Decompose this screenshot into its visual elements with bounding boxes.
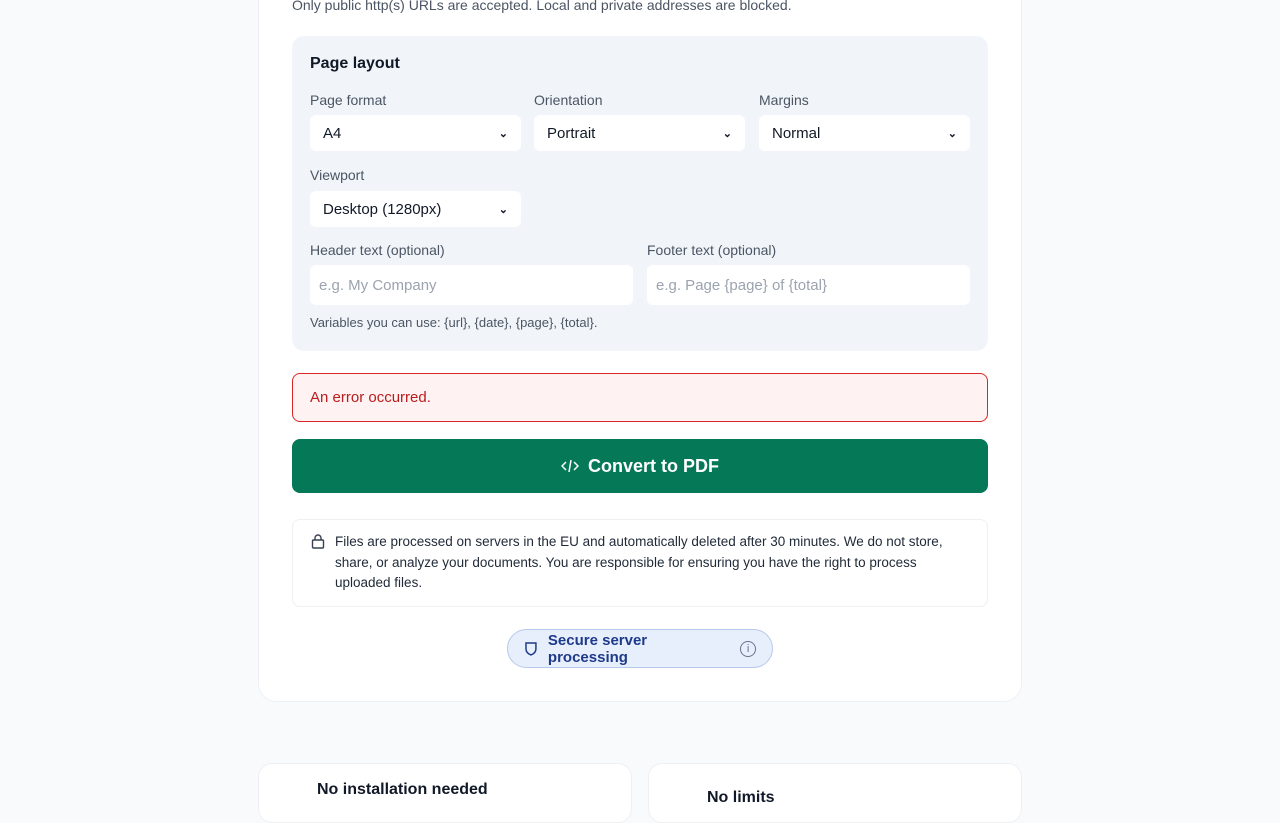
chevron-down-icon: ⌄ [722,127,732,140]
page-layout-section [292,36,988,351]
feature-card [648,763,1022,823]
selected-value: Normal [772,124,821,142]
selected-value: Portrait [547,124,596,142]
feature-card [258,763,632,823]
margins-select[interactable] [759,115,970,151]
footer-text-input[interactable]: e.g. Page {page} of {total} [647,265,970,305]
viewport-label: Viewport [310,167,365,183]
privacy-note [292,519,988,607]
header-text-label: Header text (optional) [310,242,445,258]
selected-value: A4 [323,124,342,142]
shield-icon [524,641,538,657]
convert-label: Convert to PDF [587,455,719,476]
privacy-text: Files are processed on servers in the EU and automatically deleted after 30 minutes. We do not store, share, or analyze your documents. You are responsible for ensuring you have the right to process uploaded files. [335,534,943,590]
selected-value: Desktop (1280px) [323,200,442,218]
chevron-down-icon: ⌄ [947,127,957,140]
secure-processing-badge[interactable] [507,629,773,668]
margins-label: Margins [759,92,809,108]
footer-text-label: Footer text (optional) [647,242,777,258]
header-text-input[interactable]: e.g. My Company [310,265,633,305]
secure-badge-label: Secure server processing [547,631,648,666]
feature-title: No installation needed [317,781,488,798]
page-format-select[interactable] [310,115,521,151]
orientation-select[interactable] [534,115,745,151]
section-title: Page layout [310,55,400,72]
lock-icon [311,534,325,549]
feature-title: No limits [707,789,775,806]
variables-hint: Variables you can use: {url}, {date}, {page}, {total}. [310,315,598,330]
viewport-select[interactable] [310,191,521,227]
error-message: An error occurred. [292,373,988,422]
orientation-label: Orientation [534,92,603,108]
url-hint: Only public http(s) URLs are accepted. Local and private addresses are blocked. [292,0,792,13]
convert-to-pdf-button[interactable] [292,439,988,493]
chevron-down-icon: ⌄ [498,203,508,216]
page-format-label: Page format [310,92,387,108]
code-icon [561,459,579,473]
info-icon[interactable]: i [740,641,756,657]
chevron-down-icon: ⌄ [498,127,508,140]
